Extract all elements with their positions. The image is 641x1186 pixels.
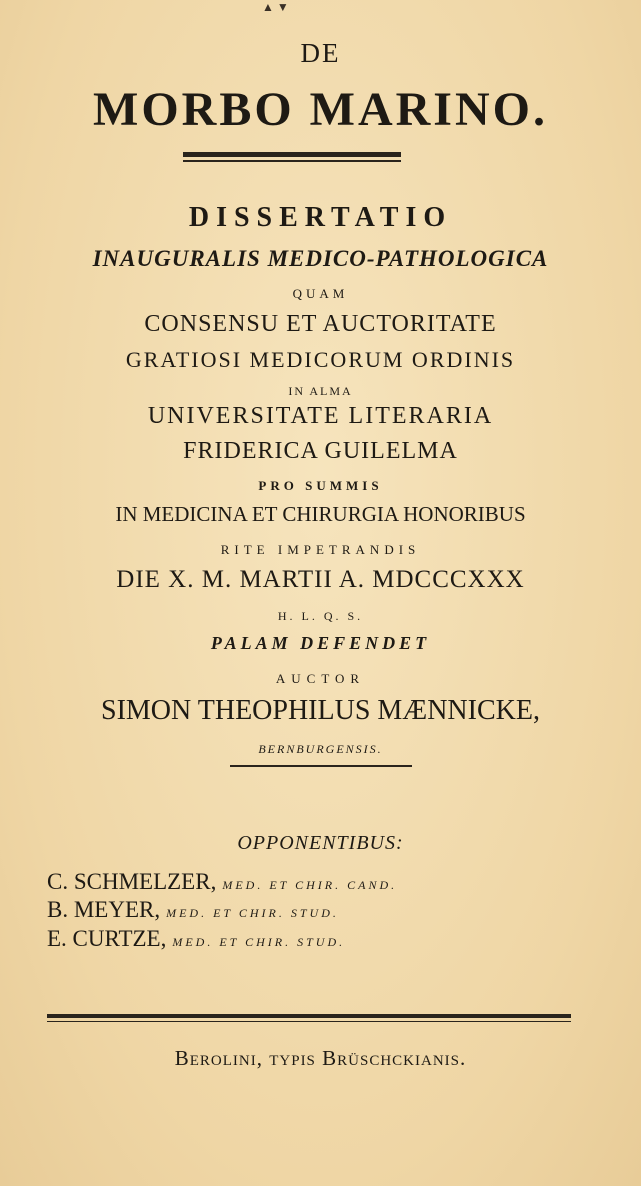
- universitate-line: UNIVERSITATE LITERARIA: [147, 403, 494, 429]
- dissertatio-heading: DISSERTATIO: [188, 202, 453, 233]
- consensu-line: CONSENSU ET AUCTORITATE: [144, 311, 497, 337]
- title-rule-thick: [183, 152, 401, 157]
- pro-summis-line: PRO SUMMIS: [258, 478, 383, 493]
- in-medicina-line: IN MEDICINA ET CHIRURGIA HONORIBUS: [115, 502, 526, 526]
- ink-specks: ▲ ▼: [262, 0, 289, 14]
- opponent-row: [47, 869, 397, 895]
- opponent-row: [47, 926, 345, 952]
- author-origin: BERNBURGENSIS.: [258, 742, 383, 756]
- quam-line: QUAM: [292, 286, 349, 301]
- opponents-heading: OPPONENTIBUS:: [237, 832, 404, 854]
- author-name: SIMON THEOPHILUS MÆNNICKE,: [101, 695, 540, 726]
- hlqs-line: H. L. Q. S.: [277, 609, 364, 623]
- gratiosi-line: GRATIOSI MEDICORUM ORDINIS: [125, 347, 516, 372]
- bottom-rule-thin: [47, 1021, 571, 1022]
- opponent-name: C. SCHMELZER,: [47, 869, 217, 894]
- in-alma-line: IN ALMA: [288, 384, 353, 398]
- date-line: DIE X. M. MARTII A. MDCCCXXX: [116, 566, 525, 593]
- rite-line: RITE IMPETRANDIS: [220, 542, 421, 557]
- opponent-desc: MED. ET CHIR. STUD.: [166, 906, 339, 920]
- auctor-line: AUCTOR: [275, 671, 366, 686]
- inauguralis-line: INAUGURALIS MEDICO-PATHOLOGICA: [92, 246, 549, 271]
- main-title: MORBO MARINO.: [93, 83, 548, 136]
- opponent-desc: MED. ET CHIR. CAND.: [222, 878, 398, 892]
- opponent-name: B. MEYER,: [47, 897, 161, 922]
- palam-line: PALAM DEFENDET: [210, 633, 431, 653]
- middle-rule: [230, 765, 412, 767]
- friderica-line: FRIDERICA GUILELMA: [183, 438, 458, 464]
- title-rule-thin: [183, 160, 401, 162]
- bottom-rule-thick: [47, 1014, 571, 1018]
- imprint-line: Berolini, typis Brüschckianis.: [174, 1046, 467, 1070]
- title-prefix: DE: [300, 38, 341, 68]
- opponent-desc: MED. ET CHIR. STUD.: [172, 935, 346, 949]
- opponent-name: E. CURTZE,: [47, 926, 167, 951]
- opponent-row: [47, 897, 339, 923]
